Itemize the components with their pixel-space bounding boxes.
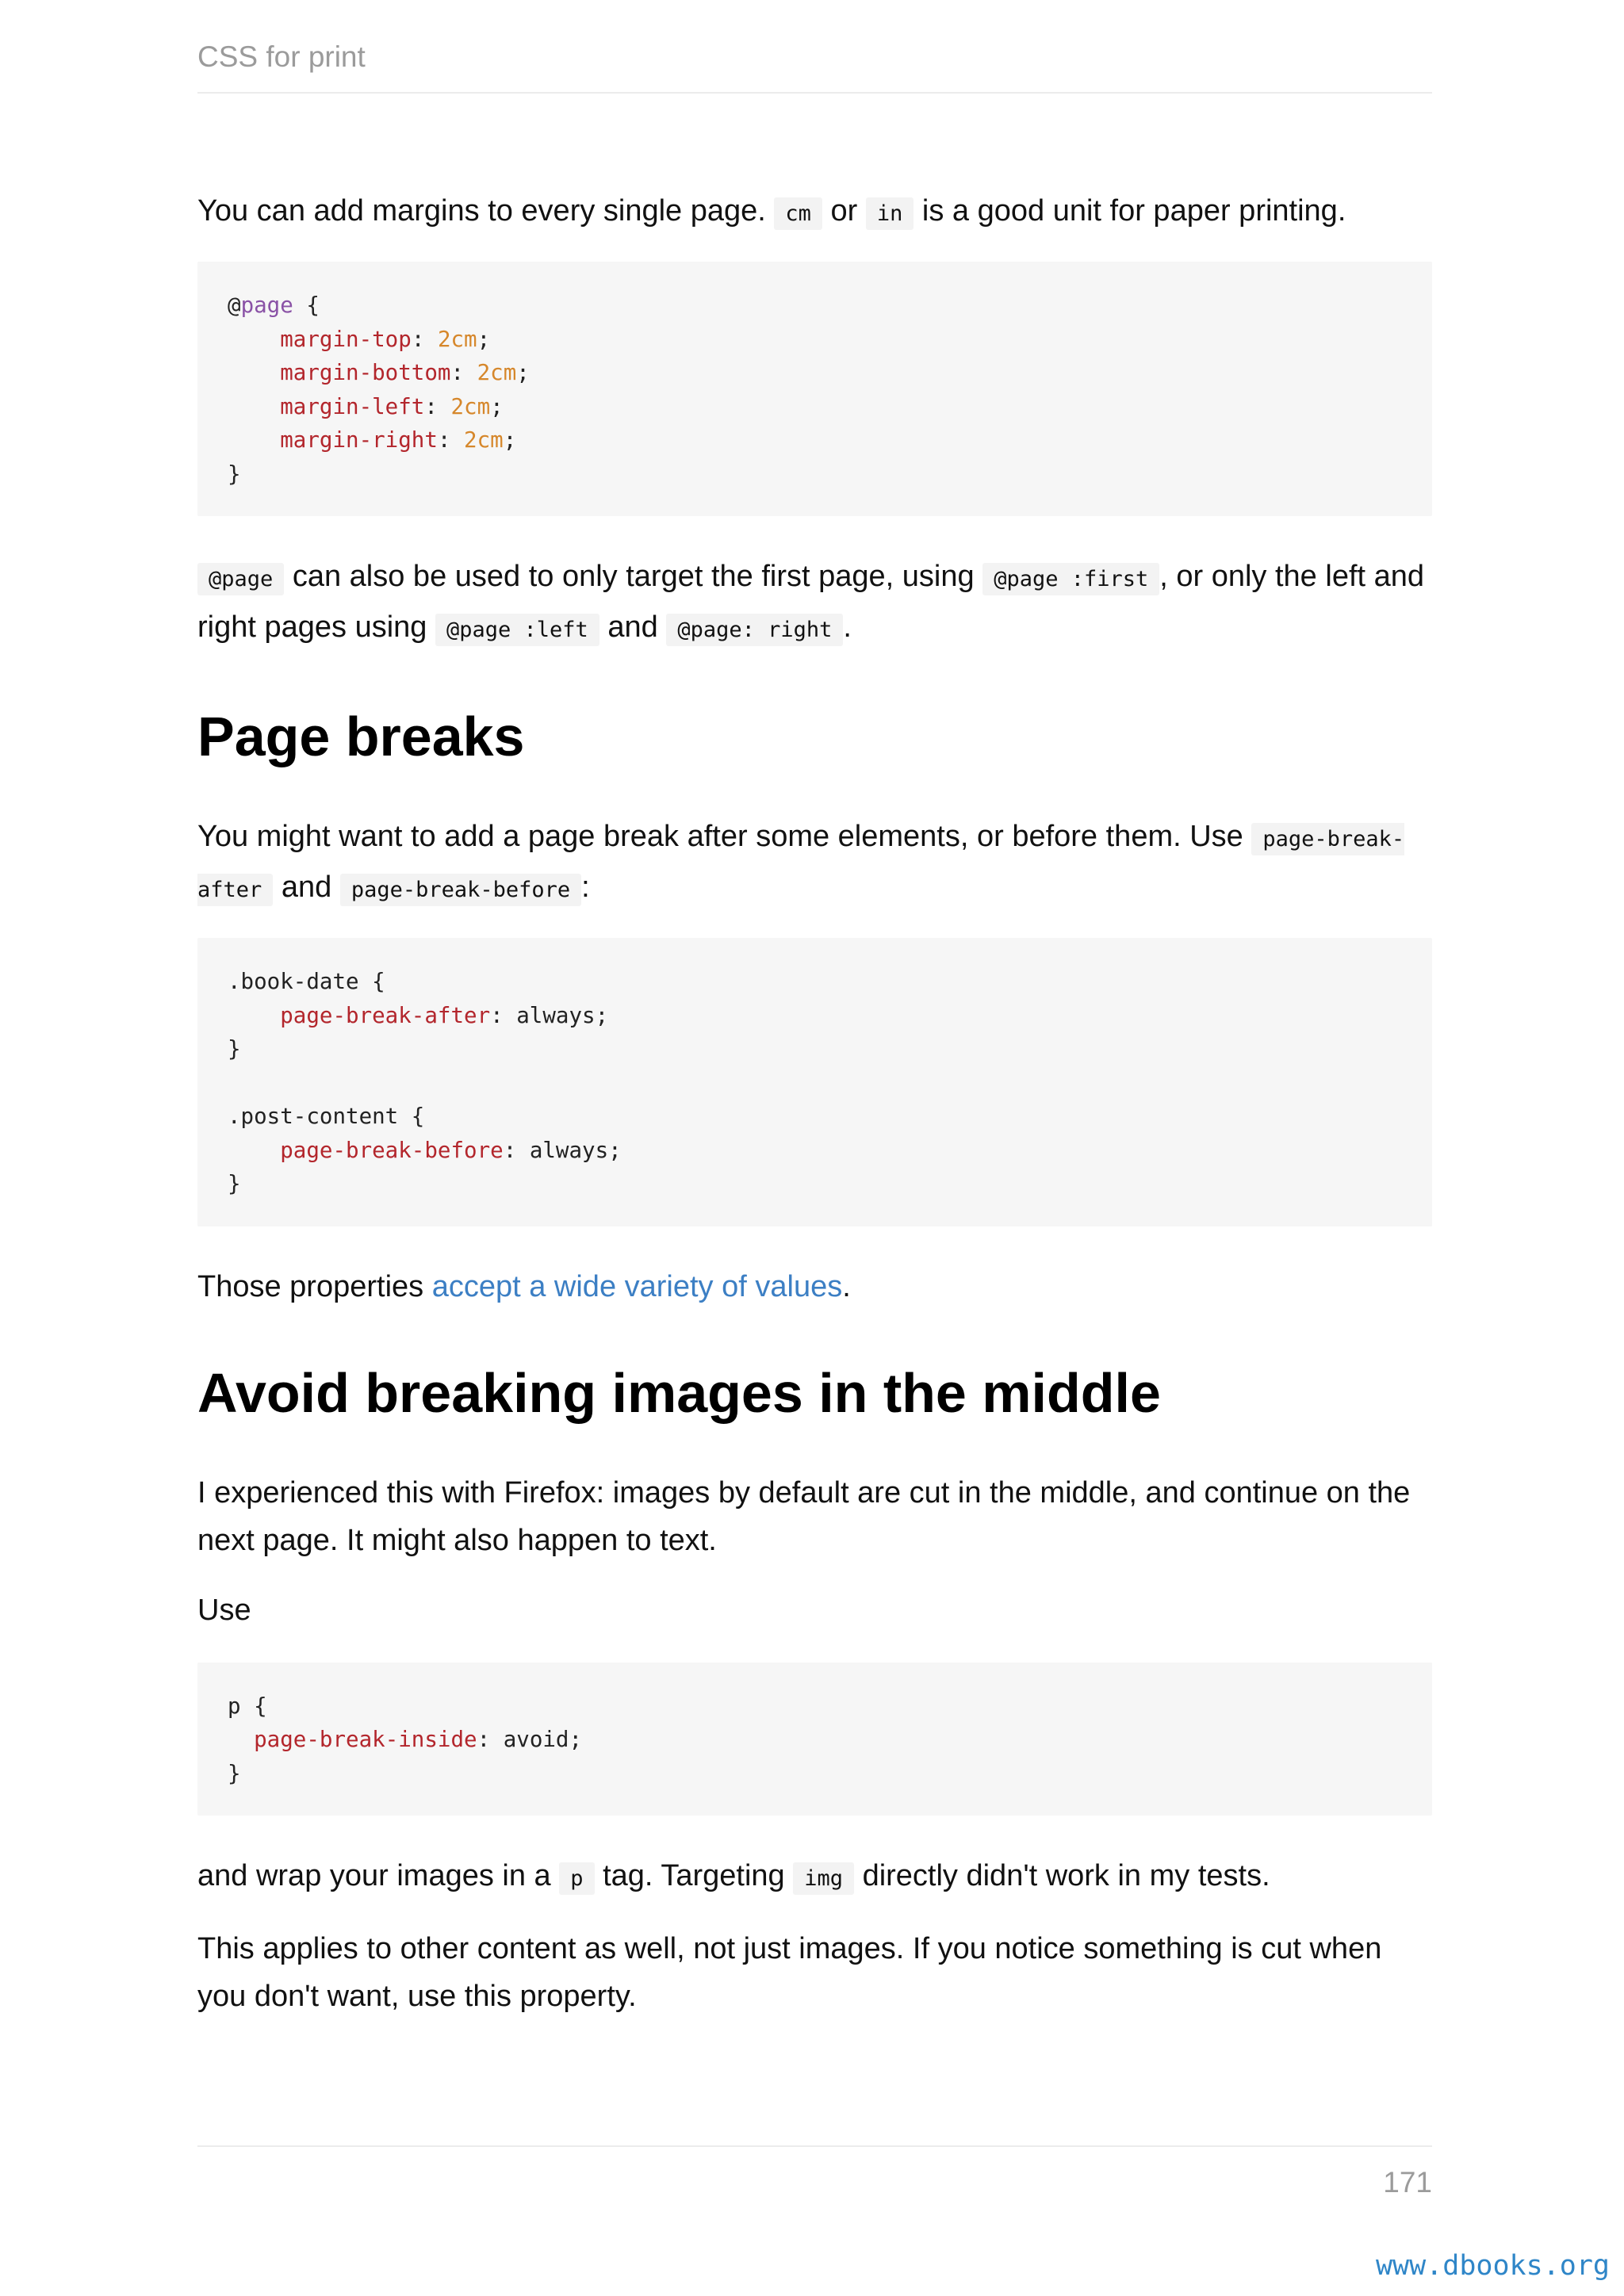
code-property: margin-left bbox=[280, 393, 425, 419]
paragraph-page-break-intro bbox=[197, 813, 1432, 914]
text: can also be used to only target the first page, using bbox=[292, 560, 975, 593]
inline-code-page-left: @page :left bbox=[435, 614, 599, 646]
code-property: margin-bottom bbox=[280, 360, 451, 385]
inline-code-page-first: @page :first bbox=[982, 563, 1159, 595]
code-brace-close: } bbox=[228, 461, 241, 487]
inline-code-page-right: @page: right bbox=[666, 614, 843, 646]
inline-code-page: @page bbox=[197, 563, 284, 595]
code-brace-close: } bbox=[228, 1171, 241, 1196]
paragraph-margins bbox=[197, 187, 1432, 238]
code-separator: : bbox=[450, 360, 477, 385]
text: and bbox=[281, 871, 332, 904]
text: You might want to add a page break after some elements, or before them. Use bbox=[197, 820, 1243, 853]
code-separator: : bbox=[424, 393, 451, 419]
text: . bbox=[842, 1269, 851, 1303]
code-keyword: page bbox=[240, 293, 293, 318]
text: and wrap your images in a bbox=[197, 1859, 551, 1892]
code-property: margin-top bbox=[280, 326, 412, 352]
code-semicolon: ; bbox=[503, 427, 517, 453]
code-value: : always; bbox=[490, 1002, 609, 1028]
text: tag. Targeting bbox=[603, 1859, 785, 1892]
code-value: : always; bbox=[503, 1137, 622, 1163]
code-value: 2cm bbox=[464, 427, 504, 453]
footer-divider bbox=[197, 2145, 1432, 2147]
paragraph-page-selectors bbox=[197, 553, 1432, 654]
code-block-page-break-inside bbox=[197, 1663, 1432, 1816]
code-selector: .post-content { bbox=[228, 1104, 425, 1129]
inline-code-img: img bbox=[793, 1862, 854, 1895]
text: Those properties bbox=[197, 1269, 424, 1303]
paragraph-firefox-experience: I experienced this with Firefox: images by default are cut in the middle, and continue on the next page. It might also happen to text. bbox=[197, 1475, 1411, 1557]
heading-page-breaks: Page breaks bbox=[197, 706, 525, 767]
code-value: 2cm bbox=[437, 326, 477, 352]
text: or bbox=[830, 194, 858, 228]
code-property: margin-right bbox=[280, 427, 438, 453]
code-at-sign: @ bbox=[228, 293, 241, 318]
code-value: : avoid; bbox=[477, 1727, 583, 1752]
code-value: 2cm bbox=[450, 393, 491, 419]
heading-avoid-breaking-images: Avoid breaking images in the middle bbox=[197, 1361, 1161, 1424]
code-selector: .book-date { bbox=[228, 969, 385, 994]
code-semicolon: ; bbox=[477, 326, 491, 352]
watermark: www.dbooks.org bbox=[1375, 2250, 1610, 2282]
text: : bbox=[581, 871, 590, 904]
code-separator: : bbox=[437, 427, 465, 453]
text: and bbox=[607, 610, 658, 644]
code-property: page-break-before bbox=[280, 1137, 504, 1163]
paragraph-use: Use bbox=[197, 1593, 251, 1627]
text: . bbox=[843, 610, 852, 644]
code-property: page-break-inside bbox=[254, 1727, 477, 1752]
inline-code-cm: cm bbox=[774, 197, 822, 230]
code-separator: : bbox=[411, 326, 438, 352]
code-selector: p { bbox=[228, 1693, 267, 1719]
code-brace-close: } bbox=[228, 1036, 241, 1062]
inline-code-p: p bbox=[559, 1862, 594, 1895]
code-semicolon: ; bbox=[490, 393, 504, 419]
code-semicolon: ; bbox=[516, 360, 530, 385]
inline-code-in: in bbox=[866, 197, 914, 230]
code-brace-close: } bbox=[228, 1760, 241, 1786]
text: directly didn't work in my tests. bbox=[862, 1859, 1270, 1892]
text: You can add margins to every single page. bbox=[197, 194, 766, 228]
code-brace-open: { bbox=[293, 293, 320, 318]
paragraph-applies-to-other-content: This applies to other content as well, not just images. If you notice something is cut when you don't want, use this property. bbox=[197, 1932, 1382, 2013]
link-wide-variety-of-values[interactable]: accept a wide variety of values bbox=[431, 1269, 843, 1303]
book-title: CSS for print bbox=[197, 40, 366, 73]
text: is a good unit for paper printing. bbox=[921, 194, 1346, 228]
paragraph-properties-values bbox=[197, 1263, 1432, 1311]
page-number: 171 bbox=[1383, 2166, 1432, 2198]
inline-code-page-break-before: page-break-before bbox=[340, 874, 581, 906]
text: , or only the left and right pages using bbox=[197, 560, 1425, 644]
code-property: page-break-after bbox=[280, 1002, 491, 1028]
running-header bbox=[197, 35, 1432, 94]
code-block-page-breaks bbox=[197, 938, 1432, 1226]
paragraph-wrap-images bbox=[197, 1852, 1432, 1903]
code-value: 2cm bbox=[477, 360, 517, 385]
page-content bbox=[197, 187, 1432, 2020]
inline-code-page-break-after: page-break-after bbox=[197, 823, 1404, 906]
code-block-page-margins bbox=[197, 262, 1432, 516]
